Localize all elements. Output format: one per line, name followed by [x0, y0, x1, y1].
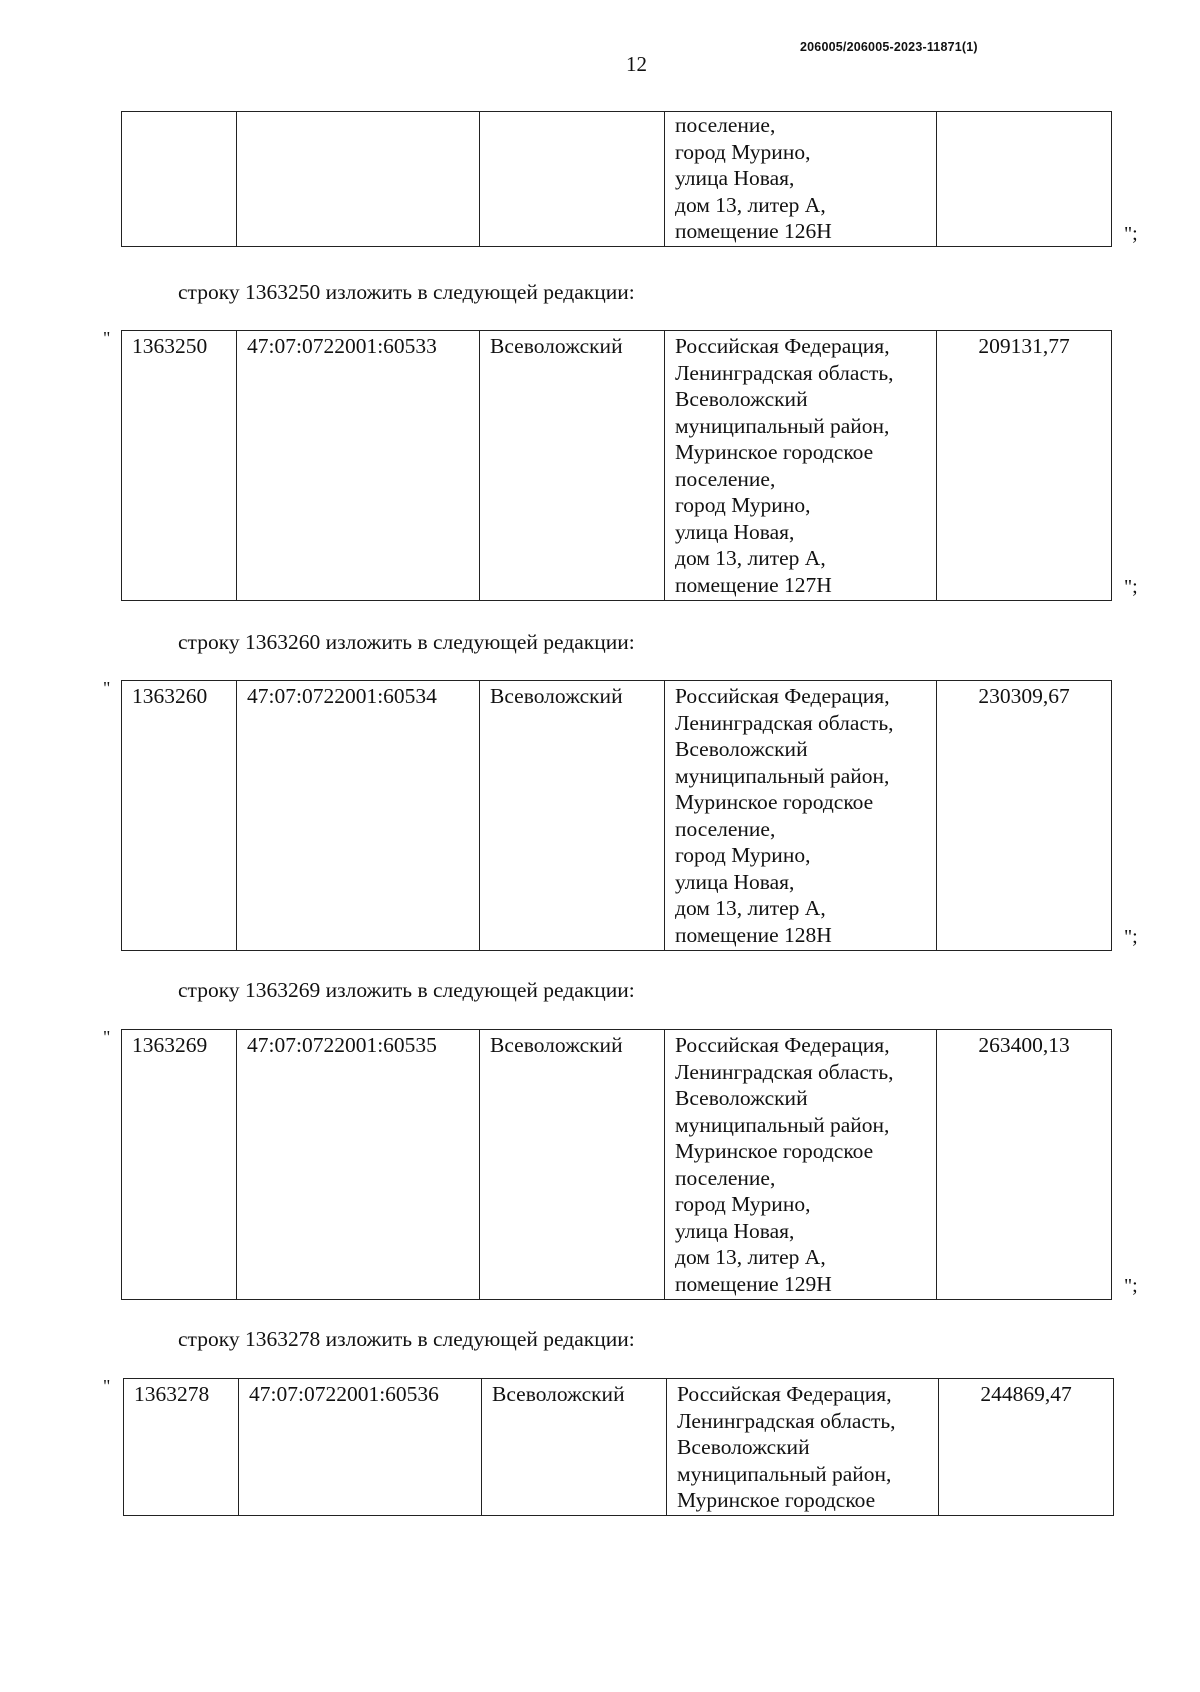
cell-address — [665, 1030, 937, 1300]
address-line: Российская Федерация, — [675, 684, 890, 708]
cell-value — [937, 112, 1112, 247]
cell-value: 263400,13 — [937, 1030, 1112, 1300]
address-line: город Мурино, — [675, 843, 811, 867]
instruction-text: строку 1363278 изложить в следующей редакции: — [178, 1327, 635, 1351]
closing-quote: "; — [1124, 926, 1138, 948]
closing-quote: "; — [1124, 223, 1138, 245]
cell-cadastral — [237, 112, 480, 247]
address-line: поселение, — [675, 816, 776, 841]
table-row — [122, 112, 1112, 247]
opening-quote: " — [103, 1376, 111, 1396]
address-line: Российская Федерация, — [675, 334, 890, 358]
continuation-table — [121, 111, 1112, 247]
address-line: дом 13, литер А, — [675, 546, 826, 570]
address-line: помещение 128Н — [675, 922, 832, 947]
record-table-1363269 — [121, 1029, 1112, 1300]
cell-id — [122, 112, 237, 247]
page-number: 12 — [626, 52, 647, 76]
address-line: муниципальный район, — [675, 1112, 890, 1137]
address-line: помещение 126Н — [675, 219, 832, 243]
instruction-text: строку 1363269 изложить в следующей редакции: — [178, 978, 635, 1002]
cell-id: 1363278 — [124, 1379, 239, 1516]
table-row — [124, 1379, 1114, 1516]
instruction-text: строку 1363250 изложить в следующей редакции: — [178, 280, 635, 304]
address-line: Муринское городское — [675, 790, 874, 814]
cell-district: Всеволожский — [482, 1379, 667, 1516]
address-line: Всеволожский — [675, 1086, 808, 1110]
cell-address — [665, 331, 937, 601]
document-id: 206005/206005-2023-11871(1) — [800, 40, 978, 54]
address-line: Российская Федерация, — [675, 1033, 890, 1057]
address-line: Ленинградская область, — [675, 710, 894, 735]
address-line: Муринское городское — [675, 1139, 874, 1163]
cell-value: 209131,77 — [937, 331, 1112, 601]
cell-district — [480, 112, 665, 247]
table-row — [122, 681, 1112, 951]
address-line: улица Новая, — [675, 166, 795, 190]
address-line: Всеволожский — [675, 387, 808, 411]
cell-cadastral: 47:07:0722001:60534 — [237, 681, 480, 951]
address-line: поселение, — [675, 113, 776, 137]
address-line: дом 13, литер А, — [675, 1245, 826, 1269]
cell-address — [665, 112, 937, 247]
address-line: помещение 127Н — [675, 572, 832, 597]
cell-cadastral: 47:07:0722001:60533 — [237, 331, 480, 601]
address-line: город Мурино, — [675, 1192, 811, 1216]
cell-id: 1363250 — [122, 331, 237, 601]
opening-quote: " — [103, 678, 111, 698]
record-table-1363260 — [121, 680, 1112, 951]
closing-quote: "; — [1124, 576, 1138, 598]
record-table-1363250 — [121, 330, 1112, 601]
address-line: Ленинградская область, — [677, 1408, 896, 1433]
cell-value: 244869,47 — [939, 1379, 1114, 1516]
address-line: дом 13, литер А, — [675, 896, 826, 920]
cell-district: Всеволожский — [480, 681, 665, 951]
cell-district: Всеволожский — [480, 1030, 665, 1300]
address-line: дом 13, литер А, — [675, 192, 826, 217]
address-line: помещение 129Н — [675, 1271, 832, 1296]
address-line: Всеволожский — [677, 1435, 810, 1459]
address-line: улица Новая, — [675, 869, 795, 894]
address-line: Всеволожский — [675, 737, 808, 761]
cell-id: 1363260 — [122, 681, 237, 951]
address-line: муниципальный район, — [677, 1461, 892, 1486]
opening-quote: " — [103, 1027, 111, 1047]
record-table-1363278 — [123, 1378, 1114, 1516]
table-row — [122, 1030, 1112, 1300]
address-line: поселение, — [675, 1165, 776, 1190]
address-line: Муринское городское — [677, 1488, 876, 1512]
address-line: город Мурино, — [675, 139, 811, 164]
address-line: муниципальный район, — [675, 763, 890, 788]
address-line: город Мурино, — [675, 493, 811, 517]
address-line: Ленинградская область, — [675, 1059, 894, 1084]
address-line: Ленинградская область, — [675, 360, 894, 385]
cell-cadastral: 47:07:0722001:60535 — [237, 1030, 480, 1300]
address-line: Муринское городское — [675, 440, 874, 464]
cell-id: 1363269 — [122, 1030, 237, 1300]
address-line: поселение, — [675, 466, 776, 491]
address-line: улица Новая, — [675, 519, 795, 544]
cell-value: 230309,67 — [937, 681, 1112, 951]
cell-address — [665, 681, 937, 951]
address-line: муниципальный район, — [675, 413, 890, 438]
address-line: улица Новая, — [675, 1218, 795, 1243]
cell-district: Всеволожский — [480, 331, 665, 601]
closing-quote: "; — [1124, 1275, 1138, 1297]
cell-address — [667, 1379, 939, 1516]
opening-quote: " — [103, 328, 111, 348]
instruction-text: строку 1363260 изложить в следующей редакции: — [178, 630, 635, 654]
cell-cadastral: 47:07:0722001:60536 — [239, 1379, 482, 1516]
address-line: Российская Федерация, — [677, 1382, 892, 1406]
table-row — [122, 331, 1112, 601]
